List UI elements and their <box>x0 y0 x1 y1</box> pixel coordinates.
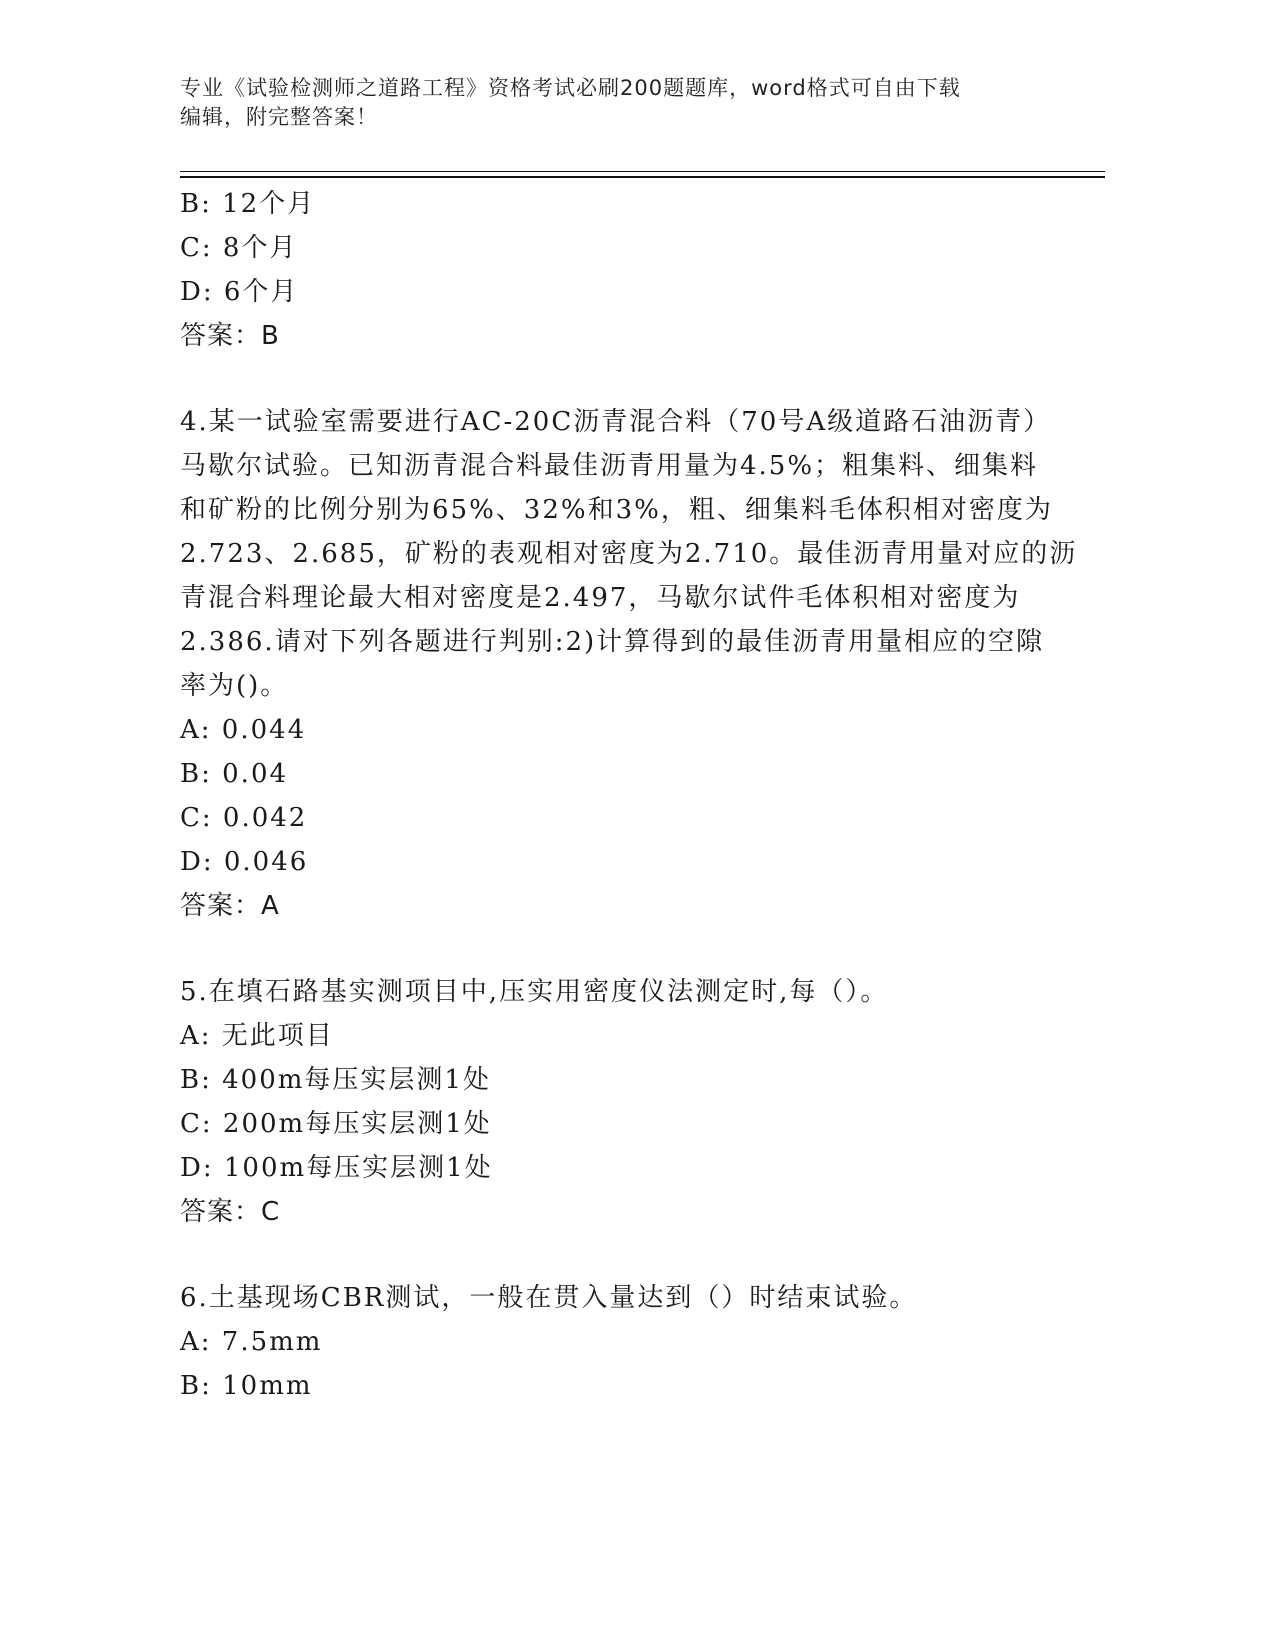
stem-line: 率为()。 <box>180 671 289 701</box>
option-b: B: 0.04 <box>180 759 289 789</box>
stem-line: 马歇尔试验。已知沥青混合料最佳沥青用量为4.5%；粗集料、细集料 <box>180 451 1039 481</box>
answer-line: 答案：A <box>180 891 280 921</box>
header-rule-thick <box>180 176 1105 178</box>
stem-line: 青混合料理论最大相对密度是2.497，马歇尔试件毛体积相对密度为 <box>180 583 1021 613</box>
header-line-2: 编辑，附完整答案！ <box>180 105 378 129</box>
spacer <box>180 358 1060 400</box>
option-a: A: 0.044 <box>180 715 307 745</box>
question-stem <box>180 1276 1060 1320</box>
option-d: D: 6个月 <box>180 277 299 307</box>
stem-line: 和矿粉的比例分别为65%、32%和3%，粗、细集料毛体积相对密度为 <box>180 495 1053 525</box>
document-header <box>180 74 1060 132</box>
answer-line: 答案：B <box>180 321 280 351</box>
header-rule-thin <box>180 171 1105 172</box>
option-b: B: 12个月 <box>180 189 316 219</box>
question-4 <box>180 400 1078 928</box>
question-stem <box>180 970 1060 1014</box>
option-c: C: 8个月 <box>180 233 298 263</box>
question-6 <box>180 1276 1060 1408</box>
answer-line: 答案：C <box>180 1197 281 1227</box>
option-a: A: 7.5mm <box>180 1327 323 1357</box>
stem-line: 4.某一试验室需要进行AC-20C沥青混合料（70号A级道路石油沥青） <box>180 407 1052 437</box>
spacer <box>180 928 1060 970</box>
stem-line: 2.723、2.685，矿粉的表观相对密度为2.710。最佳沥青用量对应的沥 <box>180 539 1078 569</box>
option-d: D: 100m每压实层测1处 <box>180 1153 493 1183</box>
question-3-tail <box>180 182 1060 358</box>
option-b: B: 10mm <box>180 1371 313 1401</box>
spacer <box>180 1234 1060 1276</box>
option-c: C: 0.042 <box>180 803 308 833</box>
question-5 <box>180 970 1060 1234</box>
header-line-1: 专业《试验检测师之道路工程》资格考试必刷200题题库，word格式可自由下载 <box>180 76 961 100</box>
option-b: B: 400m每压实层测1处 <box>180 1065 491 1095</box>
stem-line: 2.386.请对下列各题进行判别:2)计算得到的最佳沥青用量相应的空隙 <box>180 627 1045 657</box>
option-a: A: 无此项目 <box>180 1021 334 1051</box>
stem-line: 6.土基现场CBR测试，一般在贯入量达到（）时结束试验。 <box>180 1283 918 1313</box>
option-c: C: 200m每压实层测1处 <box>180 1109 492 1139</box>
option-d: D: 0.046 <box>180 847 309 877</box>
document-body <box>180 182 1078 1408</box>
stem-line: 5.在填石路基实测项目中,压实用密度仪法测定时,每（）。 <box>180 977 889 1007</box>
question-stem <box>180 400 1078 708</box>
